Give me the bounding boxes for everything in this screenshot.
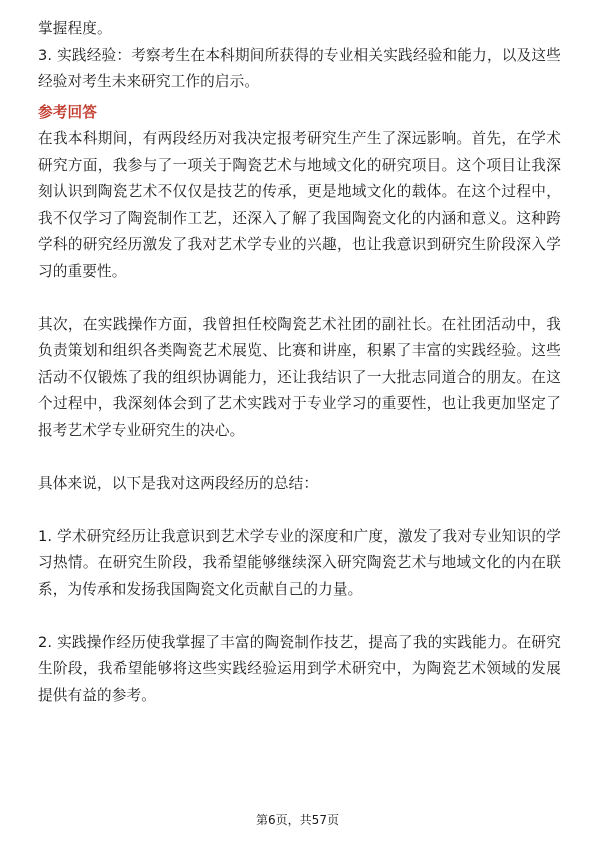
document-body [38, 16, 561, 709]
spacer [38, 285, 561, 312]
spacer [38, 444, 561, 471]
page-number: 第6页，共57页 [256, 813, 339, 827]
continuation-line: 掌握程度。 [38, 20, 112, 37]
paragraph-2: 其次，在实践操作方面，我曾担任校陶瓷艺术社团的副社长。在社团活动中，我负责策划和组织各类陶瓷艺术展览、比赛和讲座，积累了丰富的实践经验。这些活动不仅锻炼了我的组织协调能力，还让我结识了一大批志同道合的朋友。在这个过程中，我深刻体会到了艺术实践对于专业学习的重要性，也让我更加坚定了报考艺术学专业研究生的决心。 [38, 315, 561, 439]
answer-heading: 参考回答 [38, 103, 97, 121]
paragraph-3: 具体来说，以下是我对这两段经历的总结： [38, 474, 319, 492]
spacer [38, 497, 561, 524]
spacer [38, 603, 561, 630]
paragraph-1: 在我本科期间，有两段经历对我决定报考研究生产生了深远影响。首先，在学术研究方面，我参与了一项关于陶瓷艺术与地域文化的研究项目。这个项目让我深刻认识到陶瓷艺术不仅仅是技艺的传承，更是地域文化的载体。在这个过程中，我不仅学习了陶瓷制作工艺，还深入了解了我国陶瓷文化的内涵和意义。这种跨学科的研究经历激发了我对艺术学专业的兴趣，也让我意识到研究生阶段深入学习的重要性。 [38, 130, 561, 280]
summary-item-1: 1. 学术研究经历让我意识到艺术学专业的深度和广度，激发了我对专业知识的学习热情。在研究生阶段，我希望能够继续深入研究陶瓷艺术与地域文化的内在联系，为传承和发扬我国陶瓷文化贡献自己的力量。 [38, 527, 561, 598]
summary-item-2: 2. 实践操作经历使我掌握了丰富的陶瓷制作技艺，提高了我的实践能力。在研究生阶段，我希望能够将这些实践经验运用到学术研究中，为陶瓷艺术领域的发展提供有益的参考。 [38, 633, 561, 704]
list-item-3: 3. 实践经验：考察考生在本科期间所获得的专业相关实践经验和能力，以及这些经验对考生未来研究工作的启示。 [38, 46, 561, 90]
